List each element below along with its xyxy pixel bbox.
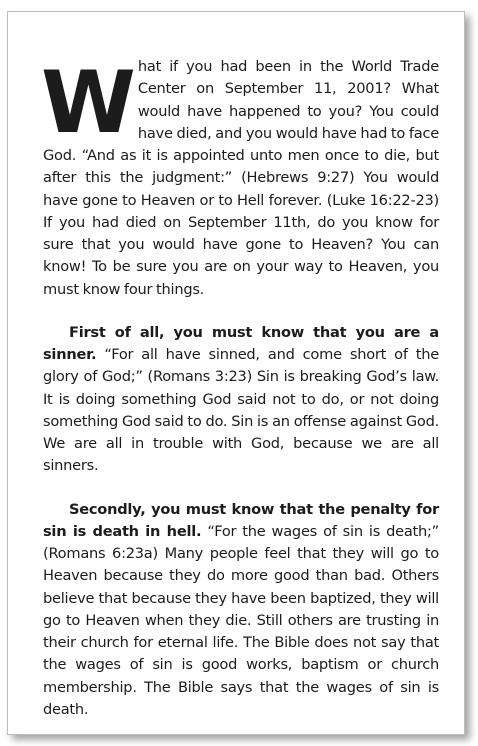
paragraph-penalty-text: “For the wages of sin is death;” (Romans 6:23a) Many people feel that they will go to Heaven because they do more good than bad. Others believe that because they have been baptized, they will go to Heaven when they die. Still others are trusting in their church for eternal life. The Bible does not say that the wages of sin is good works, baptism or church membership. The Bible says that the wages of sin is death. xyxy=(43,522,439,718)
drop-cap-letter: W xyxy=(41,53,132,153)
paragraph-intro xyxy=(41,53,439,301)
paragraph-sinner-text: “For all have sinned, and come short of the glory of God;” (Romans 3:23) Sin is breaking God’s law. It is doing something God said not to do, or not doing something God said to do. Sin is an offense against God. We are all in trouble with God, because we are all sinners. xyxy=(43,346,439,475)
tract-body xyxy=(41,53,439,721)
paragraph-penalty xyxy=(43,499,439,722)
paragraph-sinner xyxy=(43,322,439,478)
tract-page xyxy=(7,11,465,735)
paragraph-sinner-heading: First of all, you must know that you are a sinner. xyxy=(43,323,439,363)
paragraph-intro-text: hat if you had been in the World Trade Center on September 11, 2001? What would have happened to you? You could have died, and you would have had to face God. “And as it is appointed unto men once to die, but after this the judgment:” (Hebrews 9:27) You would have gone to Heaven or to Hell forever. (Luke 16:22-23) If you had died on September 11th, do you know for sure that you would have gone to Heaven? You can know! To be sure you are on your way to Heaven, you must know four things. xyxy=(43,58,439,298)
paragraph-penalty-heading: Secondly, you must know that the penalty for sin is death in hell. xyxy=(43,500,439,540)
